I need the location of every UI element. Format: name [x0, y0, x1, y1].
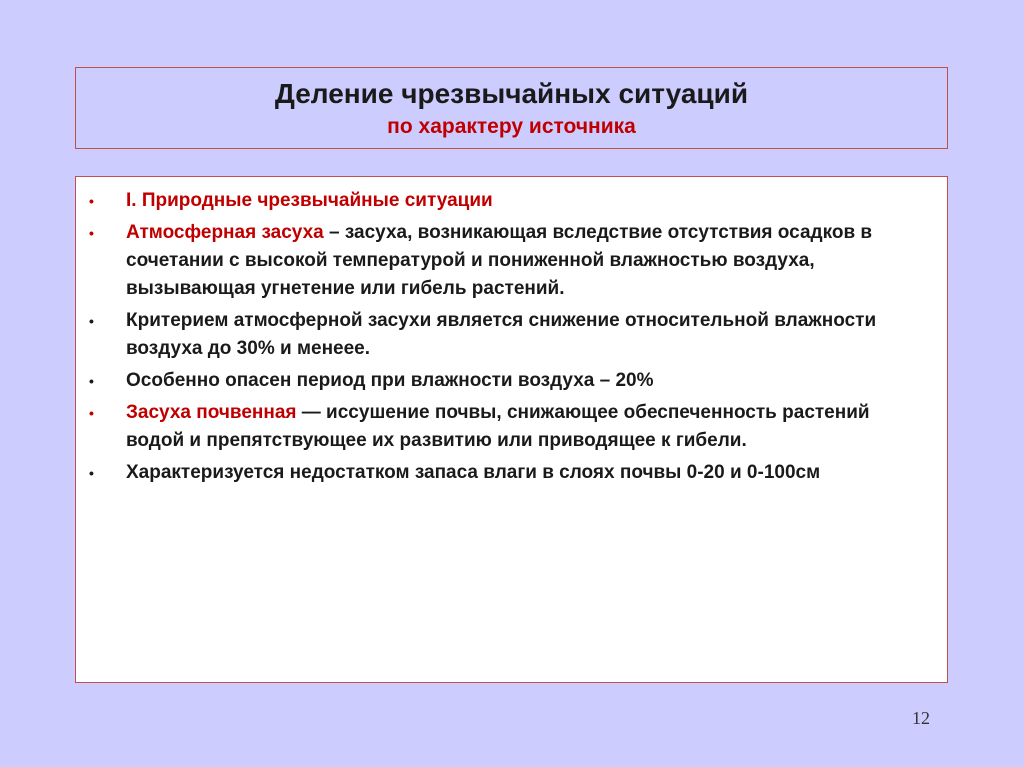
list-item [76, 307, 949, 363]
list-item [76, 399, 949, 455]
bullet-icon: • [89, 465, 94, 481]
bullet-icon: • [89, 373, 94, 389]
bullet-icon: • [89, 193, 94, 209]
bullet-icon: • [89, 313, 94, 329]
slide-subtitle: по характеру источника [387, 115, 636, 138]
item-highlight: I. Природные чрезвычайные ситуации [126, 190, 493, 211]
item-highlight: Атмосферная засуха [126, 222, 324, 243]
list-item [76, 367, 949, 395]
page-number: 12 [912, 708, 930, 728]
bullet-icon: • [89, 225, 94, 241]
list-item [76, 187, 949, 215]
title-box [75, 67, 948, 149]
item-text: – засуха, возникающая вследствие отсутствия осадков в сочетании с высокой температурой и пониженной влажностью воздуха, вызывающая угнетение или гибель растений. [126, 222, 873, 299]
list-item [76, 219, 949, 303]
list-item [76, 459, 949, 487]
item-text: Критерием атмосферной засухи является снижение относительной влажности воздуха до 30% и менеее. [126, 310, 877, 359]
item-text: — иссушение почвы, снижающее обеспеченность растений водой и препятствующее их развитию или приводящее к гибели. [126, 402, 870, 451]
item-text: Особенно опасен период при влажности воздуха – 20% [126, 370, 654, 391]
bullet-icon: • [89, 405, 94, 421]
slide-title: Деление чрезвычайных ситуаций [274, 78, 749, 109]
item-highlight: Засуха почвенная [126, 402, 297, 423]
item-text: Характеризуется недостатком запаса влаги в слоях почвы 0-20 и 0-100см [126, 462, 821, 483]
content-box [75, 176, 948, 683]
bullet-list [76, 187, 949, 491]
